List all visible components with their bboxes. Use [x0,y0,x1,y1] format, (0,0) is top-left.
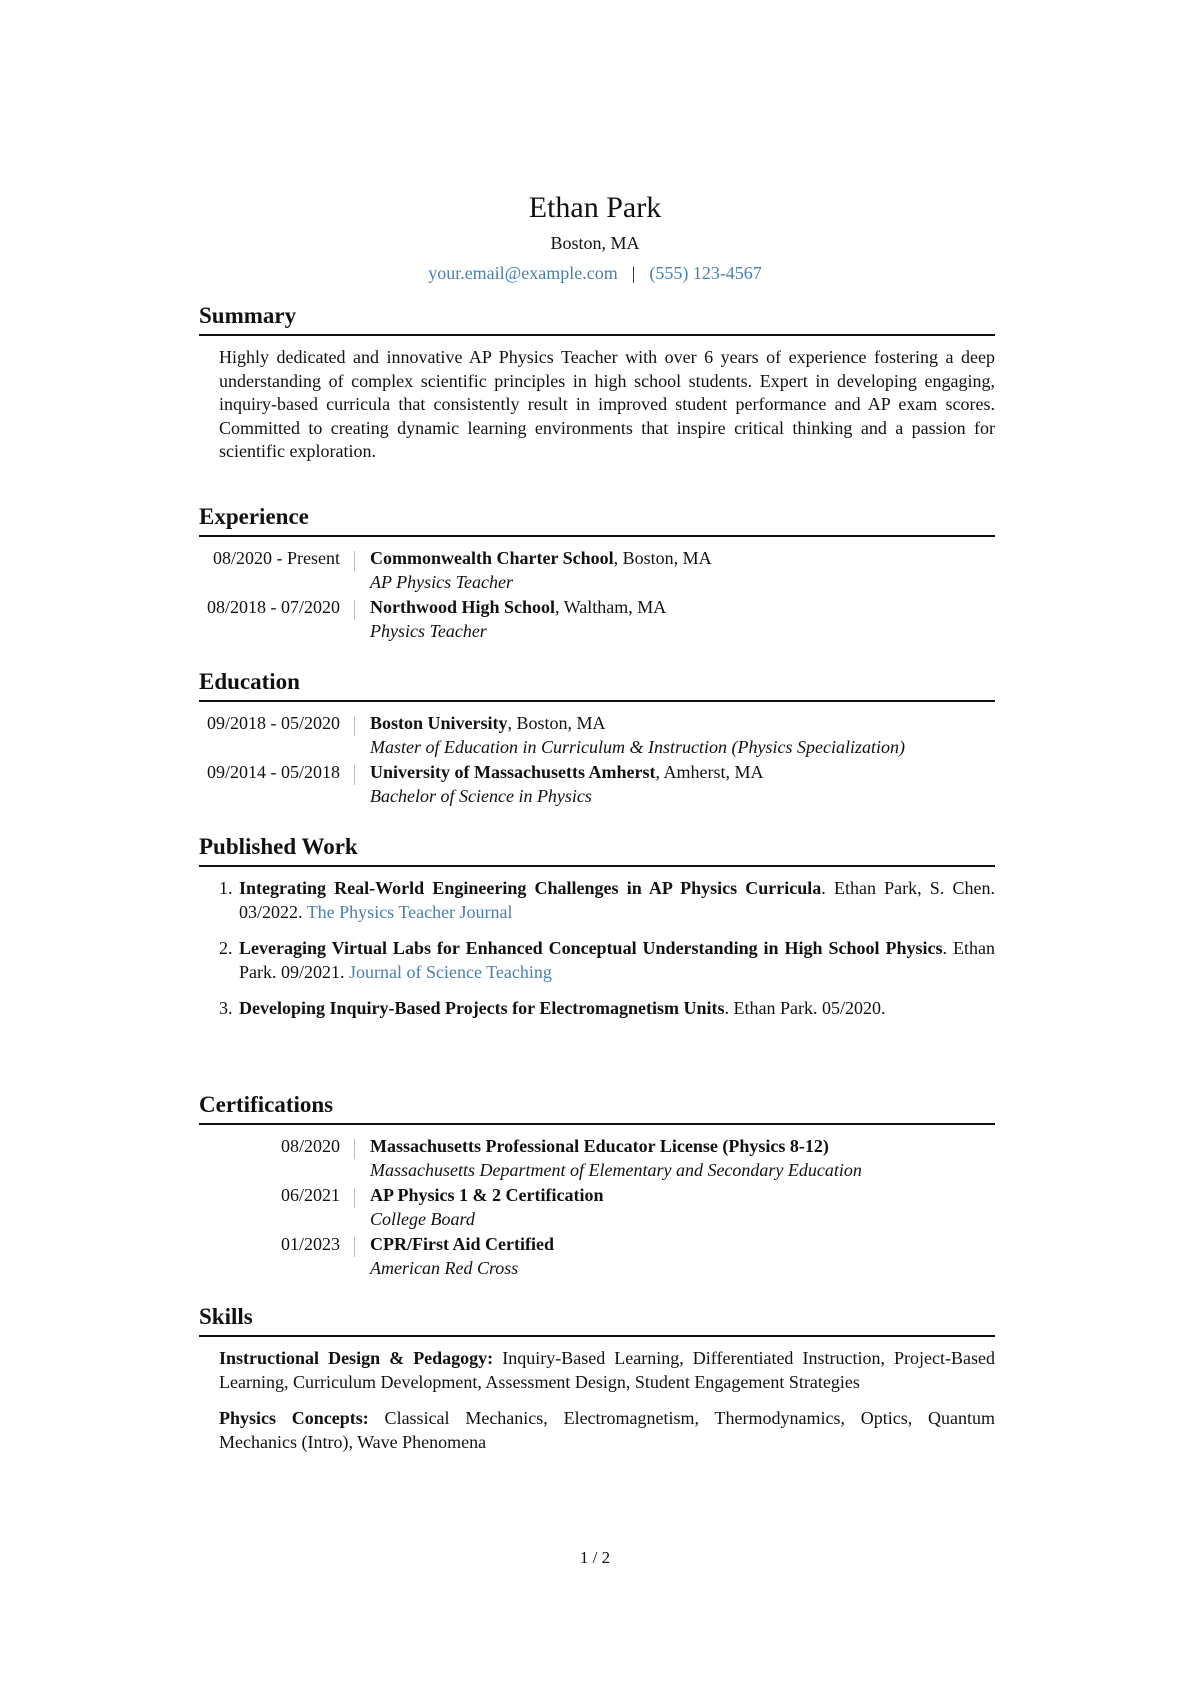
entry-place: , Amherst, MA [655,762,764,782]
section-title-summary: Summary [199,302,995,336]
section-title-skills: Skills [199,1303,995,1337]
entry-date: 06/2021 [280,1185,340,1205]
entry-degree: Bachelor of Science in Physics [370,785,592,806]
entry-date: 08/2020 [280,1136,340,1156]
entry-org: Northwood High School [370,597,556,617]
candidate-location: Boston, MA [550,233,640,253]
entry-org: University of Massachusetts Amherst [370,762,656,782]
pub-meta: . Ethan Park. 05/2020. [724,998,886,1018]
candidate-name: Ethan Park [528,191,662,224]
pub-venue-link[interactable]: The Physics Teacher Journal [306,901,513,922]
pub-meta: . Ethan Park. 09/2021. [239,938,995,982]
contact-line [0,260,1190,286]
cert-issuer: Massachusetts Department of Elementary and Secondary Education [370,1159,862,1180]
skill-category: Instructional Design & Pedagogy: [219,1348,494,1368]
section-title-experience: Experience [199,503,995,537]
published-section [199,833,995,1034]
certification-entry [199,1233,995,1280]
certification-entry [199,1184,995,1231]
entry-role: Physics Teacher [370,620,487,641]
entry-place: , Waltham, MA [555,597,667,617]
entry-date: 09/2018 - 05/2020 [207,713,340,733]
entry-date: 08/2020 - Present [213,548,340,568]
publication-list [199,877,995,1021]
education-entry [199,761,995,808]
resume-header [0,190,1190,286]
entry-org: Commonwealth Charter School [370,548,614,568]
pub-title: Developing Inquiry-Based Projects for Electromagnetism Units [239,998,725,1018]
pub-number: 2. [219,938,233,958]
section-title-education: Education [199,668,995,702]
pub-title: Leveraging Virtual Labs for Enhanced Conceptual Understanding in High School Physics [239,938,943,958]
entry-org: Boston University [370,713,508,733]
entry-place: , Boston, MA [613,548,712,568]
skill-group [219,1407,995,1454]
entry-role: AP Physics Teacher [370,571,513,592]
email-link[interactable]: your.email@example.com [428,263,618,283]
experience-entry [199,596,995,643]
summary-section [199,302,995,464]
phone-link[interactable]: (555) 123-4567 [649,263,762,283]
publication-item [219,997,995,1021]
experience-section [199,503,995,645]
pub-number: 3. [219,998,233,1018]
page-number: 1 / 2 [579,1548,611,1567]
publication-item [219,877,995,924]
skill-group [219,1347,995,1394]
publication-item [219,937,995,984]
certification-entry [199,1135,995,1182]
entry-date: 08/2018 - 07/2020 [207,597,340,617]
cert-issuer: American Red Cross [370,1257,519,1278]
skills-section [199,1303,995,1467]
certifications-section [199,1091,995,1282]
contact-separator: | [631,263,636,283]
entry-degree: Master of Education in Curriculum & Instruction (Physics Specialization) [370,736,905,757]
pub-meta: . Ethan Park, S. Chen. 03/2022. [239,878,995,922]
section-title-certifications: Certifications [199,1091,995,1125]
cert-name: AP Physics 1 & 2 Certification [370,1185,604,1205]
education-entry [199,712,995,759]
cert-issuer: College Board [370,1208,475,1229]
pub-number: 1. [219,878,233,898]
pub-venue-link[interactable]: Journal of Science Teaching [349,961,552,982]
skill-list: Inquiry-Based Learning, Differentiated Instruction, Project-Based Learning, Curriculum Development, Assessment Design, Student Engagement Strategies [219,1348,996,1392]
section-title-published: Published Work [199,833,995,867]
summary-text: Highly dedicated and innovative AP Physics Teacher with over 6 years of experience fostering a deep understanding of complex scientific principles in high school students. Expert in developing engaging, inquiry-based curricula that consistently result in improved student performance and AP exam scores. Committed to creating dynamic learning environments that inspire critical thinking and a passion for scientific exploration. [219,347,995,461]
cert-name: Massachusetts Professional Educator License (Physics 8-12) [370,1136,829,1156]
entry-date: 09/2014 - 05/2018 [207,762,340,782]
cert-name: CPR/First Aid Certified [370,1234,554,1254]
experience-entry [199,547,995,594]
pub-title: Integrating Real-World Engineering Challenges in AP Physics Curricula [239,878,822,898]
skill-list: Classical Mechanics, Electromagnetism, Thermodynamics, Optics, Quantum Mechanics (Intro), Wave Phenomena [219,1408,995,1452]
entry-place: , Boston, MA [507,713,606,733]
education-section [199,668,995,810]
skill-category: Physics Concepts: [219,1408,369,1428]
entry-date: 01/2023 [280,1234,340,1254]
